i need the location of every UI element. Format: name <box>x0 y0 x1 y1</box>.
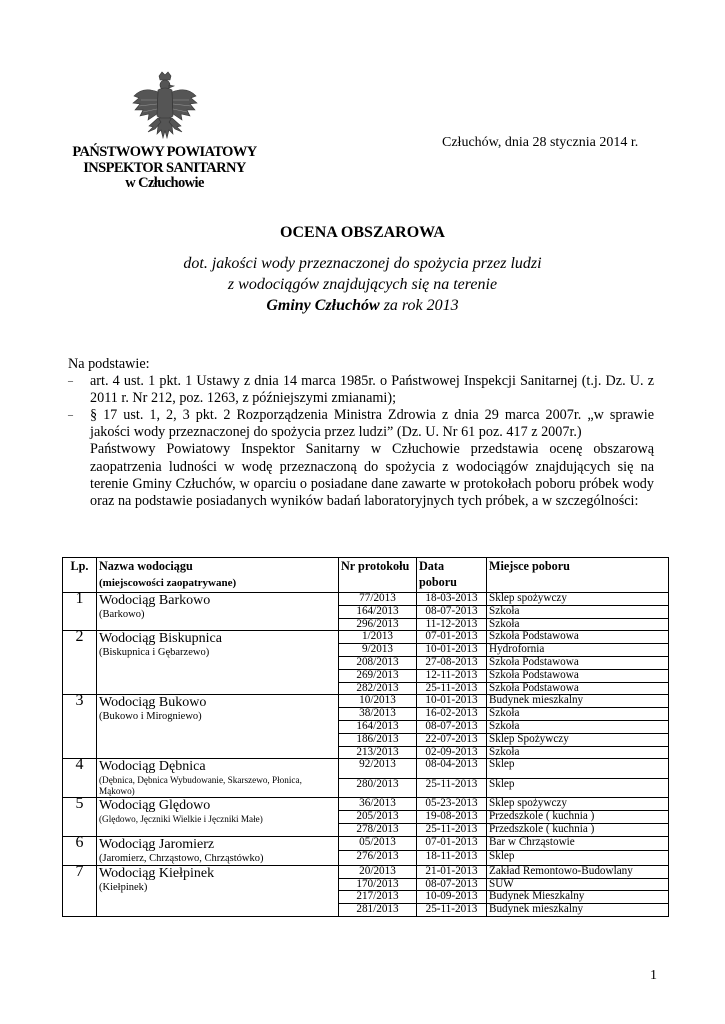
cell-place: Sklep <box>487 778 669 798</box>
waterworks-localities: (Kiełpinek) <box>99 881 148 893</box>
cell-date: 11-12-2013 <box>417 618 487 631</box>
subtitle-line: dot. jakości wody przeznaczonej do spożycia przez ludzi <box>183 255 542 272</box>
cell-protocol: 269/2013 <box>339 669 417 682</box>
waterworks-localities: (Ględowo, Jęczniki Wielkie i Jęczniki Małe) <box>99 814 263 825</box>
waterworks-name: Wodociąg Barkowo <box>99 593 211 608</box>
cell-date: 10-01-2013 <box>417 644 487 657</box>
legal-basis <box>68 356 654 510</box>
cell-place: Szkoła <box>487 708 669 721</box>
cell-protocol: 10/2013 <box>339 695 417 708</box>
document-title: OCENA OBSZAROWA <box>280 224 445 241</box>
waterworks-name: Wodociąg Ględowo <box>99 798 211 814</box>
cell-date: 08-04-2013 <box>417 759 487 779</box>
cell-waterworks <box>97 759 339 798</box>
subtitle-line <box>0 295 725 316</box>
cell-place: Szkoła <box>487 605 669 618</box>
waterworks-localities: (Barkowo) <box>99 609 145 620</box>
waterworks-localities: (Biskupnica i Gębarzewo) <box>99 647 210 659</box>
issuer-line: INSPEKTOR SANITARNY <box>83 159 246 176</box>
cell-protocol: 36/2013 <box>339 798 417 811</box>
cell-place: Przedszkole ( kuchnia ) <box>487 811 669 824</box>
cell-place: Bar w Chrząstowie <box>487 836 669 851</box>
cell-date: 18-11-2013 <box>417 851 487 866</box>
cell-protocol: 276/2013 <box>339 851 417 866</box>
header-name-sub: (miejscowości zaopatrywane) <box>99 576 237 589</box>
cell-lp: 7 <box>63 865 97 916</box>
cell-waterworks <box>97 865 339 916</box>
cell-date: 18-03-2013 <box>417 593 487 606</box>
cell-date: 10-09-2013 <box>417 891 487 904</box>
cell-date: 12-11-2013 <box>417 669 487 682</box>
cell-protocol: 9/2013 <box>339 644 417 657</box>
header-date: Data poboru <box>417 558 487 593</box>
cell-place: Szkoła Podstawowa <box>487 656 669 669</box>
cell-date: 07-01-2013 <box>417 631 487 644</box>
cell-lp: 6 <box>63 836 97 865</box>
cell-protocol: 38/2013 <box>339 708 417 721</box>
table-row <box>63 798 669 811</box>
cell-protocol: 213/2013 <box>339 746 417 759</box>
issuer-line: w Człuchowie <box>125 175 204 191</box>
header-name-label: Nazwa wodociągu <box>99 559 193 573</box>
cell-date: 25-11-2013 <box>417 904 487 917</box>
header-place: Miejsce poboru <box>487 558 669 593</box>
document-subtitle <box>0 253 725 316</box>
cell-protocol: 217/2013 <box>339 891 417 904</box>
cell-protocol: 05/2013 <box>339 836 417 851</box>
basis-list-item <box>68 373 654 407</box>
cell-protocol: 280/2013 <box>339 778 417 798</box>
cell-date: 05-23-2013 <box>417 798 487 811</box>
issuer-block <box>62 145 267 192</box>
cell-place: Szkoła <box>487 720 669 733</box>
cell-lp: 4 <box>63 759 97 798</box>
subtitle-year: za rok 2013 <box>379 297 459 314</box>
cell-date: 16-02-2013 <box>417 708 487 721</box>
cell-protocol: 208/2013 <box>339 656 417 669</box>
subtitle-line: z wodociągów znajdujących się na terenie <box>227 276 498 293</box>
basis-item-text: § 17 ust. 1, 2, 3 pkt. 2 Rozporządzenia Ministra Zdrowia z dnia 29 marca 2007r. „w sprawie jakości wody przeznaczonej do spożycia przez ludzi” (Dz. U. Nr 61 poz. 417 z 2007r.) <box>90 407 654 441</box>
table-header-row <box>63 558 669 593</box>
cell-protocol: 278/2013 <box>339 823 417 836</box>
basis-list-item <box>68 407 654 441</box>
cell-date: 08-07-2013 <box>417 720 487 733</box>
waterworks-name: Wodociąg Dębnica <box>99 759 206 775</box>
table-row <box>63 836 669 851</box>
basis-item-text: art. 4 ust. 1 pkt. 1 Ustawy z dnia 14 marca 1985r. o Państwowej Inspekcji Sanitarnej (t.j. Dz. U. z 2011 r. Nr 212, poz. 1263, z późniejszymi zmianami); <box>90 373 654 407</box>
cell-date: 07-01-2013 <box>417 836 487 851</box>
table-row <box>63 759 669 779</box>
cell-waterworks <box>97 798 339 836</box>
waterworks-name: Wodociąg Biskupnica <box>99 631 222 647</box>
cell-place: Budynek mieszkalny <box>487 695 669 708</box>
cell-date: 22-07-2013 <box>417 733 487 746</box>
cell-protocol: 282/2013 <box>339 682 417 695</box>
cell-lp: 3 <box>63 695 97 759</box>
cell-place: Sklep spożywczy <box>487 798 669 811</box>
waterworks-localities: (Dębnica, Dębnica Wybudowanie, Skarszewo, Płonica, Mąkowo) <box>99 775 302 797</box>
cell-lp: 2 <box>63 631 97 695</box>
cell-protocol: 296/2013 <box>339 618 417 631</box>
table-row <box>63 695 669 708</box>
cell-place: SUW <box>487 878 669 891</box>
municipality-name: Gminy Człuchów <box>266 297 380 314</box>
cell-protocol: 281/2013 <box>339 904 417 917</box>
dash-bullet-icon: – <box>68 376 73 388</box>
cell-protocol: 164/2013 <box>339 720 417 733</box>
cell-date: 25-11-2013 <box>417 778 487 798</box>
cell-lp: 5 <box>63 798 97 836</box>
cell-protocol: 170/2013 <box>339 878 417 891</box>
header-name <box>97 558 339 593</box>
cell-date: 27-08-2013 <box>417 656 487 669</box>
cell-protocol: 92/2013 <box>339 759 417 779</box>
cell-waterworks <box>97 631 339 695</box>
cell-protocol: 77/2013 <box>339 593 417 606</box>
cell-protocol: 186/2013 <box>339 733 417 746</box>
table-row <box>63 865 669 878</box>
waterworks-name: Wodociąg Kiełpinek <box>99 865 215 881</box>
cell-place: Sklep Spożywczy <box>487 733 669 746</box>
cell-waterworks <box>97 695 339 759</box>
cell-place: Budynek mieszkalny <box>487 904 669 917</box>
cell-date: 08-07-2013 <box>417 878 487 891</box>
cell-protocol: 164/2013 <box>339 605 417 618</box>
cell-place: Sklep spożywczy <box>487 593 669 606</box>
cell-protocol: 205/2013 <box>339 811 417 824</box>
cell-date: 25-11-2013 <box>417 823 487 836</box>
cell-place: Sklep <box>487 759 669 779</box>
cell-place: Szkoła Podstawowa <box>487 669 669 682</box>
waterworks-localities: (Jaromierz, Chrząstowo, Chrząstówko) <box>99 852 264 864</box>
sampling-table <box>62 557 669 917</box>
eagle-emblem-icon <box>131 70 199 148</box>
cell-place: Szkoła <box>487 746 669 759</box>
cell-place: Szkoła Podstawowa <box>487 682 669 695</box>
waterworks-name: Wodociąg Bukowo <box>99 695 207 711</box>
cell-date: 10-01-2013 <box>417 695 487 708</box>
dash-bullet-icon: – <box>68 410 73 422</box>
cell-place: Hydrofornia <box>487 644 669 657</box>
header-lp: Lp. <box>63 558 97 593</box>
cell-protocol: 20/2013 <box>339 865 417 878</box>
cell-place: Zakład Remontowo-Budowlany <box>487 865 669 878</box>
cell-date: 21-01-2013 <box>417 865 487 878</box>
table-row <box>63 593 669 606</box>
page-number: 1 <box>650 968 657 983</box>
waterworks-localities: (Bukowo i Mirogniewo) <box>99 711 202 723</box>
cell-place: Przedszkole ( kuchnia ) <box>487 823 669 836</box>
basis-paragraph: Państwowy Powiatowy Inspektor Sanitarny w Człuchowie przedstawia ocenę obszarową zaopatrzenia ludności w wodę przeznaczoną do spożycia z wodociągów znajdujących się na terenie Gminy Człuchów, w oparciu o posiadane dane zawarte w protokołach poboru próbek wody oraz na podstawie posiadanych wyników badań laboratoryjnych tych próbek, a w szczególności: <box>90 441 654 509</box>
cell-place: Szkoła Podstawowa <box>487 631 669 644</box>
issuer-line: PAŃSTWOWY POWIATOWY <box>72 144 257 160</box>
cell-protocol: 1/2013 <box>339 631 417 644</box>
cell-lp: 1 <box>63 593 97 631</box>
header-protocol: Nr protokołu <box>339 558 417 593</box>
cell-place: Sklep <box>487 851 669 866</box>
cell-date: 02-09-2013 <box>417 746 487 759</box>
cell-place: Budynek Mieszkalny <box>487 891 669 904</box>
place-date: Człuchów, dnia 28 stycznia 2014 r. <box>442 135 639 150</box>
cell-waterworks <box>97 593 339 631</box>
cell-place: Szkoła <box>487 618 669 631</box>
cell-waterworks <box>97 836 339 865</box>
cell-date: 08-07-2013 <box>417 605 487 618</box>
table-row <box>63 631 669 644</box>
cell-date: 25-11-2013 <box>417 682 487 695</box>
cell-date: 19-08-2013 <box>417 811 487 824</box>
basis-intro: Na podstawie: <box>68 356 150 372</box>
waterworks-name: Wodociąg Jaromierz <box>99 836 215 852</box>
